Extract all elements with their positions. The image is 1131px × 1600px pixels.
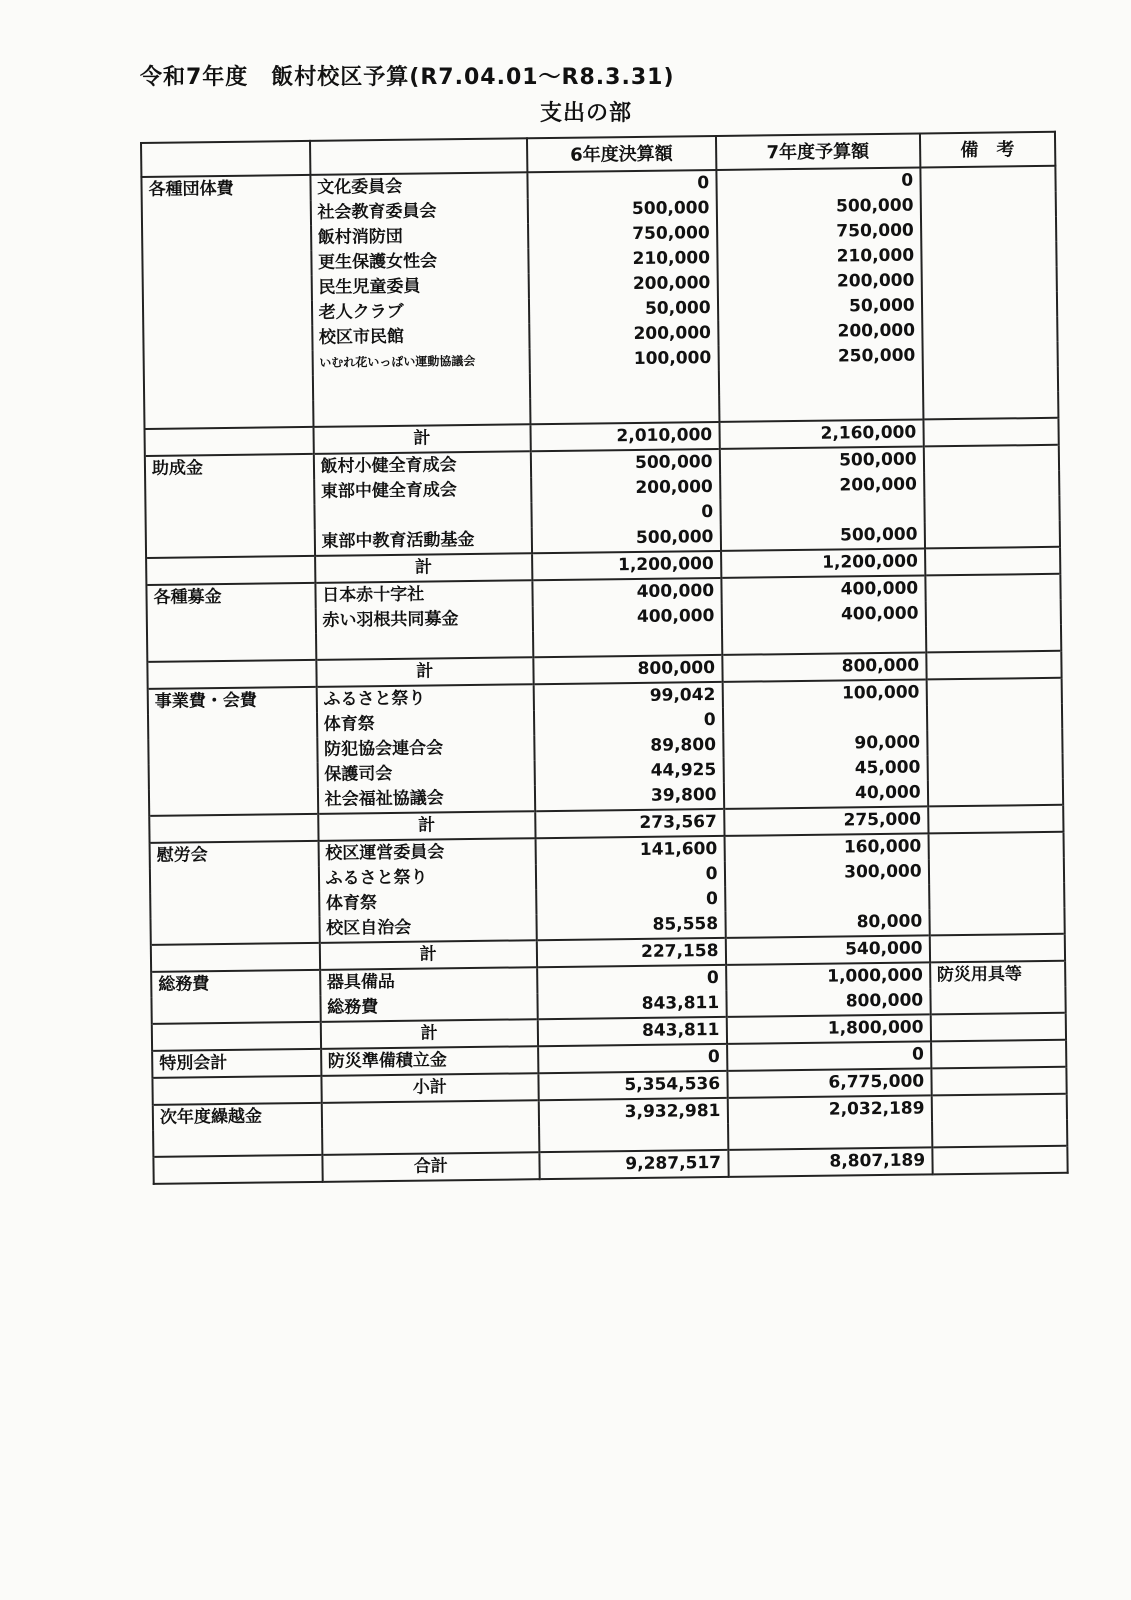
item-name-cell: 東部中健全育成会 [314, 477, 532, 505]
item-name-cell: 社会福祉協議会 [317, 785, 535, 814]
total-prev-cell: 9,287,517 [539, 1150, 728, 1179]
empty-cell [728, 1121, 932, 1149]
empty-cell [923, 392, 1059, 420]
curr-amount-cell: 90,000 [723, 730, 927, 757]
empty-cell [145, 427, 314, 456]
total-prev-cell: 273,567 [535, 809, 724, 838]
empty-cell [719, 393, 923, 421]
item-name-cell [321, 1100, 539, 1129]
curr-amount-cell: 1,000,000 [726, 962, 930, 990]
empty-cell [143, 301, 312, 328]
total-label-cell: 合計 [322, 1152, 540, 1182]
note-cell [920, 166, 1056, 194]
item-name-cell: ふるさと祭り [316, 684, 534, 713]
empty-cell [144, 376, 313, 403]
total-label-cell: 計 [313, 424, 531, 454]
note-cell [923, 418, 1059, 447]
total-label-cell: 計 [316, 657, 534, 687]
empty-cell [150, 917, 319, 945]
note-cell [922, 292, 1058, 319]
item-name-cell: 更生保護女性会 [311, 248, 529, 276]
prev-amount-cell: 100,000 [530, 346, 719, 373]
empty-cell [149, 788, 318, 816]
note-cell [924, 496, 1060, 523]
empty-cell [144, 351, 313, 378]
item-name-cell: ふるさと祭り [318, 864, 536, 892]
note-cell [921, 267, 1057, 294]
item-name-cell: 保護司会 [317, 760, 535, 788]
expense-table [140, 131, 1069, 1185]
empty-cell [145, 480, 314, 507]
curr-amount-cell: 500,000 [719, 446, 923, 474]
item-name-cell: 東部中教育活動基金 [314, 527, 532, 556]
empty-cell [153, 1155, 322, 1184]
total-prev-cell: 1,200,000 [532, 551, 721, 580]
empty-cell [150, 867, 319, 894]
note-cell [925, 600, 1061, 627]
prev-amount-cell: 0 [536, 862, 725, 889]
prev-amount-cell: 500,000 [528, 196, 717, 223]
total-label-cell: 計 [320, 1019, 538, 1049]
category-cell: 助成金 [145, 454, 314, 482]
note-cell [924, 471, 1060, 498]
note-cell [929, 908, 1065, 936]
note-cell [926, 678, 1062, 706]
curr-amount-cell: 80,000 [725, 909, 929, 937]
item-name-cell: 民生児童委員 [311, 273, 529, 301]
note-cell [929, 934, 1065, 963]
prev-amount-cell: 200,000 [531, 475, 720, 502]
total-curr-cell: 1,800,000 [726, 1014, 930, 1043]
header-category [141, 141, 310, 177]
budget-sheet [140, 131, 1069, 1185]
item-name-cell: 防犯協会連合会 [317, 735, 535, 763]
note-cell [932, 1146, 1068, 1175]
empty-cell [150, 892, 319, 919]
category-cell: 次年度繰越金 [153, 1103, 322, 1131]
total-curr-cell: 6,775,000 [727, 1068, 931, 1097]
total-prev-cell: 5,354,536 [538, 1071, 727, 1100]
curr-amount-cell: 500,000 [716, 193, 920, 220]
expense-table-body [141, 132, 1068, 1184]
note-cell [925, 547, 1061, 576]
empty-cell [143, 326, 312, 353]
prev-amount-cell: 0 [534, 708, 723, 735]
prev-amount-cell: 0 [537, 965, 726, 993]
prev-amount-cell: 843,811 [537, 991, 726, 1019]
header-curr-year: 7年度予算額 [716, 133, 920, 169]
curr-amount-cell: 40,000 [723, 780, 927, 808]
note-cell [928, 779, 1064, 807]
prev-amount-cell: 89,800 [534, 733, 723, 760]
prev-amount-cell: 39,800 [535, 783, 724, 811]
note-cell [931, 1094, 1067, 1122]
total-curr-cell: 540,000 [725, 935, 929, 964]
empty-cell [148, 738, 317, 765]
total-curr-cell: 8,807,189 [728, 1147, 932, 1176]
total-label-cell: 計 [318, 811, 536, 841]
item-name-cell: 社会教育委員会 [310, 198, 528, 226]
empty-cell [932, 1120, 1068, 1148]
total-label-cell: 計 [315, 553, 533, 583]
item-name-cell: 飯村消防団 [311, 223, 529, 251]
curr-amount-cell: 0 [716, 167, 920, 195]
header-prev-year: 6年度決算額 [527, 136, 716, 172]
prev-amount-cell: 0 [527, 170, 716, 198]
item-name-cell: 校区市民館 [312, 323, 530, 351]
note-cell [923, 445, 1059, 473]
curr-amount-cell: 45,000 [723, 755, 927, 782]
curr-amount-cell: 400,000 [721, 575, 925, 603]
empty-cell [148, 713, 317, 740]
curr-amount-cell: 200,000 [718, 318, 922, 345]
item-name-cell: 飯村小健全育成会 [313, 451, 531, 480]
empty-cell [145, 505, 314, 532]
category-cell: 各種募金 [146, 583, 315, 611]
prev-amount-cell: 500,000 [532, 525, 721, 553]
empty-cell [147, 609, 316, 636]
empty-cell [142, 251, 311, 278]
empty-cell [147, 660, 316, 689]
prev-amount-cell: 99,042 [534, 682, 723, 710]
prev-amount-cell: 3,932,981 [539, 1098, 728, 1126]
note-cell: 防災用具等 [930, 961, 1066, 989]
note-cell [928, 832, 1064, 860]
curr-amount-cell: 500,000 [720, 522, 924, 550]
empty-cell [313, 398, 531, 427]
empty-cell [149, 814, 318, 843]
total-prev-cell: 800,000 [533, 655, 722, 684]
prev-amount-cell: 141,600 [536, 836, 725, 864]
note-cell [920, 192, 1056, 219]
empty-cell [539, 1124, 728, 1152]
prev-amount-cell: 200,000 [529, 271, 718, 298]
header-notes: 備 考 [920, 132, 1056, 168]
note-cell [931, 1067, 1067, 1096]
prev-amount-cell: 750,000 [528, 221, 717, 248]
prev-amount-cell: 50,000 [529, 296, 718, 323]
section-subtitle: 支出の部 [540, 101, 633, 126]
curr-amount-cell: 100,000 [722, 679, 926, 707]
note-cell [928, 805, 1064, 834]
empty-cell [146, 530, 315, 558]
item-name-cell: 老人クラブ [312, 298, 530, 326]
empty-cell [530, 396, 719, 424]
prev-amount-cell: 85,558 [536, 912, 725, 940]
empty-cell [151, 996, 320, 1024]
curr-amount-cell: 50,000 [717, 293, 921, 320]
item-name-cell: 防災準備積立金 [321, 1046, 539, 1076]
curr-amount-cell: 2,032,189 [727, 1095, 931, 1123]
prev-amount-cell: 400,000 [532, 578, 721, 606]
curr-amount-cell: 200,000 [720, 472, 924, 499]
empty-cell [142, 226, 311, 253]
prev-amount-cell: 0 [538, 1044, 727, 1073]
note-cell [921, 217, 1057, 244]
item-name-cell: 赤い羽根共同募金 [315, 606, 533, 634]
prev-amount-cell: 0 [531, 500, 720, 527]
total-prev-cell: 227,158 [537, 938, 726, 967]
total-curr-cell: 2,160,000 [719, 419, 923, 448]
empty-cell [926, 625, 1062, 653]
empty-cell [144, 401, 313, 429]
item-name-cell: 総務費 [320, 993, 538, 1022]
empty-cell [146, 556, 315, 585]
prev-amount-cell: 400,000 [533, 604, 722, 631]
item-name-cell: 校区運営委員会 [318, 838, 536, 867]
item-name-cell: 校区自治会 [319, 914, 537, 943]
note-cell [926, 651, 1062, 680]
note-cell [931, 1040, 1067, 1069]
category-cell: 慰労会 [150, 841, 319, 869]
item-name-cell: 日本赤十字社 [315, 580, 533, 609]
curr-amount-cell: 400,000 [721, 601, 925, 628]
prev-amount-cell: 210,000 [528, 246, 717, 273]
prev-amount-cell: 44,925 [535, 758, 724, 785]
note-cell [924, 521, 1060, 549]
total-label-cell: 計 [319, 940, 537, 970]
empty-cell [722, 626, 926, 654]
header-item [310, 138, 528, 175]
empty-cell [143, 276, 312, 303]
category-cell: 特別会計 [152, 1049, 321, 1078]
curr-amount-cell: 0 [727, 1041, 931, 1070]
total-curr-cell: 1,200,000 [721, 548, 925, 577]
empty-cell [152, 1076, 321, 1105]
prev-amount-cell: 500,000 [531, 449, 720, 477]
empty-cell [316, 631, 534, 660]
empty-cell [322, 1126, 540, 1155]
empty-cell [142, 201, 311, 228]
category-cell: 各種団体費 [141, 175, 310, 203]
item-name-cell: 器具備品 [320, 967, 538, 996]
category-cell: 事業費・会費 [148, 687, 317, 715]
note-cell [925, 574, 1061, 602]
empty-cell [533, 629, 722, 657]
curr-amount-cell: 200,000 [717, 268, 921, 295]
total-curr-cell: 800,000 [722, 652, 926, 681]
category-cell: 総務費 [151, 970, 320, 998]
curr-amount-cell: 250,000 [718, 343, 922, 370]
empty-cell [922, 367, 1058, 394]
note-cell [928, 858, 1064, 885]
note-cell [927, 729, 1063, 756]
empty-cell [151, 943, 320, 972]
curr-amount-cell [725, 884, 929, 911]
item-name-cell: 体育祭 [319, 889, 537, 917]
curr-amount-cell: 160,000 [724, 833, 928, 861]
curr-amount-cell: 210,000 [717, 243, 921, 270]
note-cell [921, 242, 1057, 269]
note-cell [927, 704, 1063, 731]
total-label-cell: 小計 [321, 1073, 539, 1103]
item-name-cell: いむれ花いっぱい運動協議会 [312, 348, 530, 376]
empty-cell [718, 368, 922, 395]
empty-cell [153, 1129, 322, 1157]
curr-amount-cell [720, 497, 924, 524]
note-cell [930, 987, 1066, 1015]
empty-cell [312, 373, 530, 401]
item-name-cell [314, 502, 532, 530]
prev-amount-cell: 200,000 [529, 321, 718, 348]
curr-amount-cell: 800,000 [726, 988, 930, 1016]
empty-cell [149, 763, 318, 790]
total-prev-cell: 2,010,000 [530, 422, 719, 451]
prev-amount-cell: 0 [536, 887, 725, 914]
empty-cell [147, 634, 316, 662]
note-cell [922, 317, 1058, 344]
item-name-cell: 体育祭 [317, 710, 535, 738]
curr-amount-cell: 300,000 [724, 859, 928, 886]
note-cell [927, 754, 1063, 781]
total-curr-cell: 275,000 [724, 806, 928, 835]
note-cell [930, 1013, 1066, 1042]
empty-cell [530, 371, 719, 398]
page-title: 令和7年度 飯村校区予算(R7.04.01～R8.3.31) [140, 65, 675, 90]
note-cell [922, 342, 1058, 369]
empty-cell [152, 1022, 321, 1051]
item-name-cell: 文化委員会 [310, 172, 528, 201]
curr-amount-cell [723, 705, 927, 732]
total-prev-cell: 843,811 [538, 1017, 727, 1046]
curr-amount-cell: 750,000 [717, 218, 921, 245]
note-cell [929, 883, 1065, 910]
